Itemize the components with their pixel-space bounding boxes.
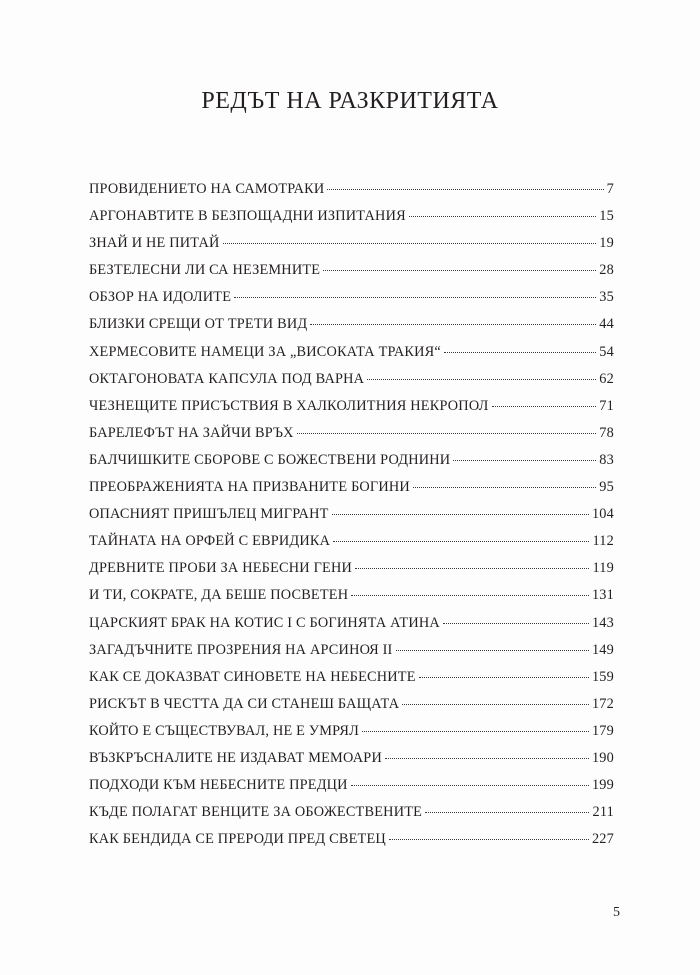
dot-leader <box>351 785 589 786</box>
toc-entry <box>89 316 614 343</box>
toc-entry-title: РИСКЪТ В ЧЕСТТА ДА СИ СТАНЕШ БАЩАТА <box>89 695 400 712</box>
toc-entry <box>89 235 614 262</box>
toc-entry <box>89 696 614 723</box>
table-of-contents <box>89 181 614 858</box>
toc-entry-page: 104 <box>591 506 614 523</box>
toc-entry-page: 28 <box>599 262 614 279</box>
toc-entry <box>89 289 614 316</box>
page-title: РЕДЪТ НА РАЗКРИТИЯТА <box>201 88 499 114</box>
toc-entry-page: 19 <box>599 235 614 252</box>
toc-entry-title: ЗАГАДЪЧНИТЕ ПРОЗРЕНИЯ НА АРСИНОЯ II <box>89 641 393 658</box>
dot-leader <box>367 379 596 380</box>
toc-entry-title: ОБЗОР НА ИДОЛИТЕ <box>89 289 232 306</box>
toc-entry <box>89 831 614 858</box>
toc-entry-page: 7 <box>606 181 614 197</box>
toc-entry <box>89 804 614 831</box>
toc-entry <box>89 479 614 506</box>
toc-entry-title: ОКТАГОНОВАТА КАПСУЛА ПОД ВАРНА <box>89 370 365 387</box>
toc-entry-page: 44 <box>599 316 614 333</box>
dot-leader <box>332 514 589 515</box>
toc-entry-page: 199 <box>591 777 614 794</box>
toc-entry-page: 131 <box>591 587 614 604</box>
dot-leader <box>425 812 589 813</box>
toc-entry-page: 62 <box>599 370 614 387</box>
toc-entry-page: 15 <box>599 208 614 225</box>
toc-entry-title: БЛИЗКИ СРЕЩИ ОТ ТРЕТИ ВИД <box>89 316 308 333</box>
toc-entry-title: ЧЕЗНЕЩИТЕ ПРИСЪСТВИЯ В ХАЛКОЛИТНИЯ НЕКРОПОЛ <box>89 397 489 414</box>
toc-entry-title: БАРЕЛЕФЪТ НА ЗАЙЧИ ВРЪХ <box>89 424 294 441</box>
toc-entry-title: ТАЙНАТА НА ОРФЕЙ С ЕВРИДИКА <box>89 533 331 550</box>
toc-entry <box>89 615 614 642</box>
toc-entry-title: БЕЗТЕЛЕСНИ ЛИ СА НЕЗЕМНИТЕ <box>89 262 321 279</box>
toc-entry <box>89 371 614 398</box>
toc-entry-title: АРГОНАВТИТЕ В БЕЗПОЩАДНИ ИЗПИТАНИЯ <box>89 208 406 225</box>
toc-entry <box>89 262 614 289</box>
dot-leader <box>223 243 597 244</box>
toc-entry-page: 143 <box>591 614 614 631</box>
toc-entry-title: ПРЕОБРАЖЕНИЯТА НА ПРИЗВАНИТЕ БОГИНИ <box>89 479 410 496</box>
toc-entry-page: 83 <box>599 451 614 468</box>
toc-entry <box>89 750 614 777</box>
toc-entry-title: ОПАСНИЯТ ПРИШЪЛЕЦ МИГРАНТ <box>89 506 329 523</box>
toc-entry-title: ХЕРМЕСОВИТЕ НАМЕЦИ ЗА „ВИСОКАТА ТРАКИЯ“ <box>89 343 441 360</box>
toc-entry <box>89 587 614 614</box>
toc-entry <box>89 506 614 533</box>
toc-entry-title: КАК СЕ ДОКАЗВАТ СИНОВЕТЕ НА НЕБЕСНИТЕ <box>89 668 416 685</box>
dot-leader <box>402 704 589 705</box>
dot-leader <box>327 189 603 190</box>
toc-entry-page: 172 <box>591 695 614 712</box>
toc-entry <box>89 560 614 587</box>
dot-leader <box>409 216 596 217</box>
toc-entry-title: ЦАРСКИЯТ БРАК НА КОТИС I С БОГИНЯТА АТИНА <box>89 614 440 631</box>
dot-leader <box>492 406 597 407</box>
dot-leader <box>389 839 589 840</box>
dot-leader <box>362 731 589 732</box>
toc-entry-page: 78 <box>599 424 614 441</box>
toc-entry-page: 54 <box>599 343 614 360</box>
toc-entry-title: БАЛЧИШКИТЕ СБОРОВЕ С БОЖЕСТВЕНИ РОДНИНИ <box>89 451 451 468</box>
dot-leader <box>385 758 589 759</box>
toc-entry-page: 211 <box>592 804 614 821</box>
toc-entry-title: КАК БЕНДИДА СЕ ПРЕРОДИ ПРЕД СВЕТЕЦ <box>89 831 386 848</box>
toc-entry <box>89 642 614 669</box>
toc-entry-page: 112 <box>592 533 614 550</box>
dot-leader <box>351 595 589 596</box>
toc-entry-title: ПРОВИДЕНИЕТО НА САМОТРАКИ <box>89 181 325 197</box>
dot-leader <box>333 541 589 542</box>
toc-entry-page: 35 <box>599 289 614 306</box>
toc-entry <box>89 533 614 560</box>
dot-leader <box>310 324 596 325</box>
toc-entry-title: КЪДЕ ПОЛАГАТ ВЕНЦИТЕ ЗА ОБОЖЕСТВЕНИТЕ <box>89 804 423 821</box>
dot-leader <box>355 568 589 569</box>
toc-entry-page: 227 <box>591 831 614 848</box>
toc-entry <box>89 344 614 371</box>
page-number: 5 <box>613 905 620 920</box>
dot-leader <box>323 270 596 271</box>
toc-entry <box>89 181 614 208</box>
dot-leader <box>234 297 596 298</box>
toc-entry-title: ВЪЗКРЪСНАЛИТЕ НЕ ИЗДАВАТ МЕМОАРИ <box>89 749 382 766</box>
toc-entry-page: 179 <box>591 722 614 739</box>
toc-entry <box>89 208 614 235</box>
dot-leader <box>419 677 589 678</box>
dot-leader <box>396 650 589 651</box>
toc-entry <box>89 777 614 804</box>
toc-entry-page: 95 <box>599 479 614 496</box>
toc-entry-page: 149 <box>591 641 614 658</box>
toc-entry-title: И ТИ, СОКРАТЕ, ДА БЕШЕ ПОСВЕТЕН <box>89 587 349 604</box>
dot-leader <box>413 487 596 488</box>
toc-entry <box>89 452 614 479</box>
toc-entry-title: ЗНАЙ И НЕ ПИТАЙ <box>89 235 220 252</box>
dot-leader <box>444 352 596 353</box>
toc-entry-page: 71 <box>599 397 614 414</box>
toc-entry-title: ДРЕВНИТЕ ПРОБИ ЗА НЕБЕСНИ ГЕНИ <box>89 560 353 577</box>
toc-entry-page: 119 <box>592 560 614 577</box>
dot-leader <box>453 460 596 461</box>
dot-leader <box>443 623 589 624</box>
toc-entry <box>89 669 614 696</box>
toc-entry <box>89 723 614 750</box>
toc-entry-title: ПОДХОДИ КЪМ НЕБЕСНИТЕ ПРЕДЦИ <box>89 777 348 794</box>
toc-entry-page: 159 <box>591 668 614 685</box>
toc-entry <box>89 398 614 425</box>
toc-entry-page: 190 <box>591 749 614 766</box>
dot-leader <box>297 433 597 434</box>
toc-entry <box>89 425 614 452</box>
toc-entry-title: КОЙТО Е СЪЩЕСТВУВАЛ, НЕ Е УМРЯЛ <box>89 722 360 739</box>
